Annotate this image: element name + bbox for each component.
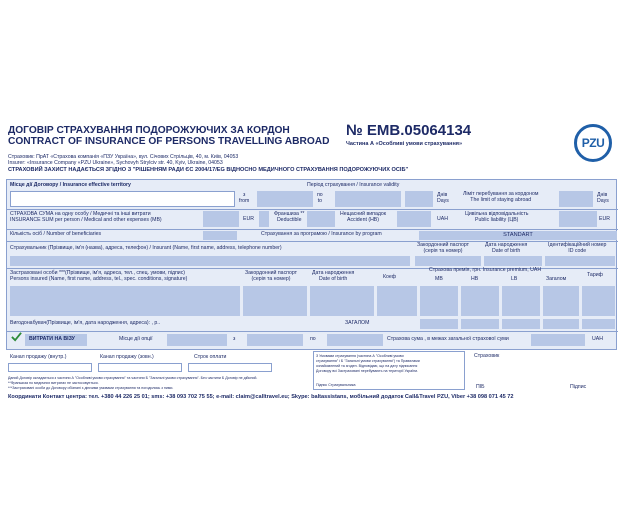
premium-nv-field[interactable] xyxy=(461,286,499,316)
conditions-box xyxy=(313,351,465,390)
insurant-id-field[interactable] xyxy=(545,256,615,266)
channel-external-field[interactable] xyxy=(98,363,182,372)
label-program: Страхування за програмою / Insurance by program xyxy=(261,231,382,237)
insurant-passport-field[interactable] xyxy=(415,256,481,266)
label-accident: Нещасний випадок Accident (НВ) xyxy=(340,211,387,223)
stay-limit-field[interactable] xyxy=(559,191,593,207)
insured-persons-field[interactable] xyxy=(10,286,240,316)
beneficiaries-field[interactable] xyxy=(203,231,237,240)
days-field[interactable] xyxy=(405,191,433,207)
total-sum-field[interactable] xyxy=(543,319,579,329)
label-liability: Цивільна відповідальність Public liability (ЦВ) xyxy=(465,211,529,223)
title-en: CONTRACT OF INSURANCE OF PERSONS TRAVELLING ABROAD xyxy=(8,136,330,147)
label-insurer: Страховик xyxy=(474,353,500,359)
label-channel-external: Канал продажу (зовн.) xyxy=(100,354,154,360)
visa-checkbox-checked-icon[interactable] xyxy=(11,331,22,342)
note-1: Даний Договір складається з частини А "Особливі умови страхування" та частини Б "Загальні умови страхування". Без частини Б Договір не дійсний. xyxy=(8,376,258,380)
total-mv-field[interactable] xyxy=(420,319,458,329)
insurant-birth-field[interactable] xyxy=(484,256,542,266)
label-total-2: ЗАГАЛОМ xyxy=(345,320,370,326)
premium-lb-field[interactable] xyxy=(502,286,540,316)
label-visa: ВИТРАТИ НА ВІЗУ xyxy=(29,336,75,342)
label-franchise: Франшиза ** Deductible xyxy=(274,211,305,223)
insured-coef-field[interactable] xyxy=(377,286,417,316)
total-lb-field[interactable] xyxy=(502,319,540,329)
insurer-line-ua: Страховик: ПрАТ «Страхова компанія «ПЗУ Україна», вул. Січових Стрільців, 40, м. Київ, 04053 xyxy=(8,154,239,160)
conditions-line-3: ознайомлений та згоден. Відповідаю, що на дату підписання xyxy=(316,364,418,368)
conditions-line-1: З Умовами страхування (частина А "Особливі умови xyxy=(316,354,404,358)
label-option-place: Місце дії опції xyxy=(119,336,153,342)
label-channel-internal: Канал продажу (внутр.) xyxy=(10,354,67,360)
insurer-line-en: Insurer: «Insurance Company «PZU Ukraine», Sychovyh Strylciv str. 40, Kyiv, Ukraine, 04053 xyxy=(8,160,223,166)
label-eur-1: EUR xyxy=(243,216,254,222)
label-total: Загалом xyxy=(546,276,567,282)
protection-statement: СТРАХОВИЙ ЗАХИСТ НАДАЄТЬСЯ ЗГІДНО З "РІШЕННЯМ РАДИ ЄС 2004/17/ЕG ВІДНОСНО МЕДИЧНОГО СТРАХУВАННЯ ПОДОРОЖУЮЧИХ ОСІБ" xyxy=(8,167,409,173)
option-place-field[interactable] xyxy=(167,334,227,346)
conditions-signature: Підпис Страхувальника xyxy=(316,383,356,387)
visa-sum-field[interactable] xyxy=(531,334,585,346)
label-birth-date-2: Дата народження Date of birth xyxy=(312,270,355,282)
label-uah-1: UAH xyxy=(437,216,448,222)
label-nv: НВ xyxy=(471,276,479,282)
label-sum: СТРАХОВА СУМА на одну особу / Медичні та інші витрати INSURANCE SUM per person / Medical and other expenses (МВ) xyxy=(10,211,162,223)
label-period: Період страхування / Insurance validity xyxy=(307,182,400,188)
label-id-code: Ідентифікаційний номер ID code xyxy=(548,242,607,254)
label-beneficiary: Вигодонабувач(Прізвище, ім'я, дата народження, адреса): , р.. xyxy=(10,320,161,326)
pzu-logo xyxy=(574,124,612,162)
label-days-2: Днів Days xyxy=(597,192,609,204)
policy-form xyxy=(6,179,617,350)
label-mv: МВ xyxy=(435,276,443,282)
label-beneficiaries: Кількість осіб / Number of beneficiaries xyxy=(10,231,102,237)
label-foreign-passport: Закордонний паспорт (серія та номер) xyxy=(417,242,470,254)
tariff-field[interactable] xyxy=(582,286,615,316)
visa-from-field[interactable] xyxy=(247,334,303,346)
sum-field[interactable] xyxy=(203,211,239,227)
label-po: по xyxy=(310,336,316,342)
note-2: **Франшиза по медичних витратах не застосовується. xyxy=(8,381,99,385)
insured-passport-field[interactable] xyxy=(243,286,307,316)
payment-term-field[interactable] xyxy=(188,363,272,372)
label-from: з from xyxy=(239,192,250,204)
premium-total-field[interactable] xyxy=(543,286,579,316)
label-signature: Підпис xyxy=(570,384,587,390)
insurant-field[interactable] xyxy=(10,256,410,266)
title-ua: ДОГОВІР СТРАХУВАННЯ ПОДОРОЖУЮЧИХ ЗА КОРДОН xyxy=(8,125,290,136)
label-sum-within: Страхова сума , в межах загальної страхової суми xyxy=(387,336,509,342)
label-tariff: Тариф xyxy=(587,272,603,278)
accident-field[interactable] xyxy=(397,211,431,227)
label-birth-date: Дата народження Date of birth xyxy=(485,242,528,254)
label-uah-2: UAH xyxy=(592,336,603,342)
policy-part: Частина А «Особливі умови страхування» xyxy=(346,141,463,147)
period-to-field[interactable] xyxy=(335,191,401,207)
franchise-field[interactable] xyxy=(259,211,269,227)
contact-center: Координати Контакт центра: тел. +380 44 226 25 01; sms: +38 093 702 75 55; e-mail: claim@calltravel.eu; Skype: baltassistans, мобільний додаток Call&Travel PZU, Viber +38 098 071 45 72 xyxy=(8,394,514,400)
channel-internal-field[interactable] xyxy=(8,363,92,372)
label-pib: ПІБ xyxy=(476,384,485,390)
label-coef: Коеф xyxy=(383,274,397,280)
period-from-field[interactable] xyxy=(257,191,313,207)
label-insured-persons: Застраховані особи ***(Прізвище, ім'я, адреса, тел., спец. умови, підпис) Persons insured (Name, first name, address, tel., spec. conditions, signature) xyxy=(10,270,188,282)
conditions-line-2: страхування" і Б "Загальні умови страхування") та Правилами xyxy=(316,359,420,363)
territory-field[interactable] xyxy=(10,191,235,207)
total-nv-field[interactable] xyxy=(461,319,499,329)
policy-number: № EMB.05064134 xyxy=(346,122,472,139)
visa-to-field[interactable] xyxy=(327,334,383,346)
label-z: з xyxy=(233,336,236,342)
franchise-value-field[interactable] xyxy=(307,211,335,227)
label-payment-term: Строк оплати xyxy=(194,354,227,360)
label-foreign-passport-2: Закордонний паспорт (серія та номер) xyxy=(245,270,298,282)
label-stay-limit: Ліміт перебування за кордоном The limit of staying abroad xyxy=(463,191,539,203)
label-insurant: Страхувальник (Прізвище, ім'я (назва), адреса, телефон) / Insurant (Name, first name, address, telephone number) xyxy=(10,245,282,251)
label-eur-2: EUR xyxy=(599,216,610,222)
conditions-line-4: Договору всі Застраховані перебувають на території України. xyxy=(316,369,419,373)
label-premium: Страхова премія, грн. Insurance premium, UAH xyxy=(429,267,542,273)
note-3: ***Застраховані особи до Договору обізнані з діючими умовами страхування та погодились з ними. xyxy=(8,386,174,390)
logo-text: PZU xyxy=(581,136,605,150)
program-value: STANDART xyxy=(503,232,533,238)
premium-mv-field[interactable] xyxy=(420,286,458,316)
liability-field[interactable] xyxy=(559,211,597,227)
insured-birth-field[interactable] xyxy=(310,286,374,316)
label-days: Днів Days xyxy=(437,192,449,204)
label-territory: Місце дії Договору / Insurance effective territory xyxy=(10,182,131,188)
total-tariff-field[interactable] xyxy=(582,319,615,329)
label-lb: LB xyxy=(511,276,518,282)
label-to: по to xyxy=(317,192,323,204)
